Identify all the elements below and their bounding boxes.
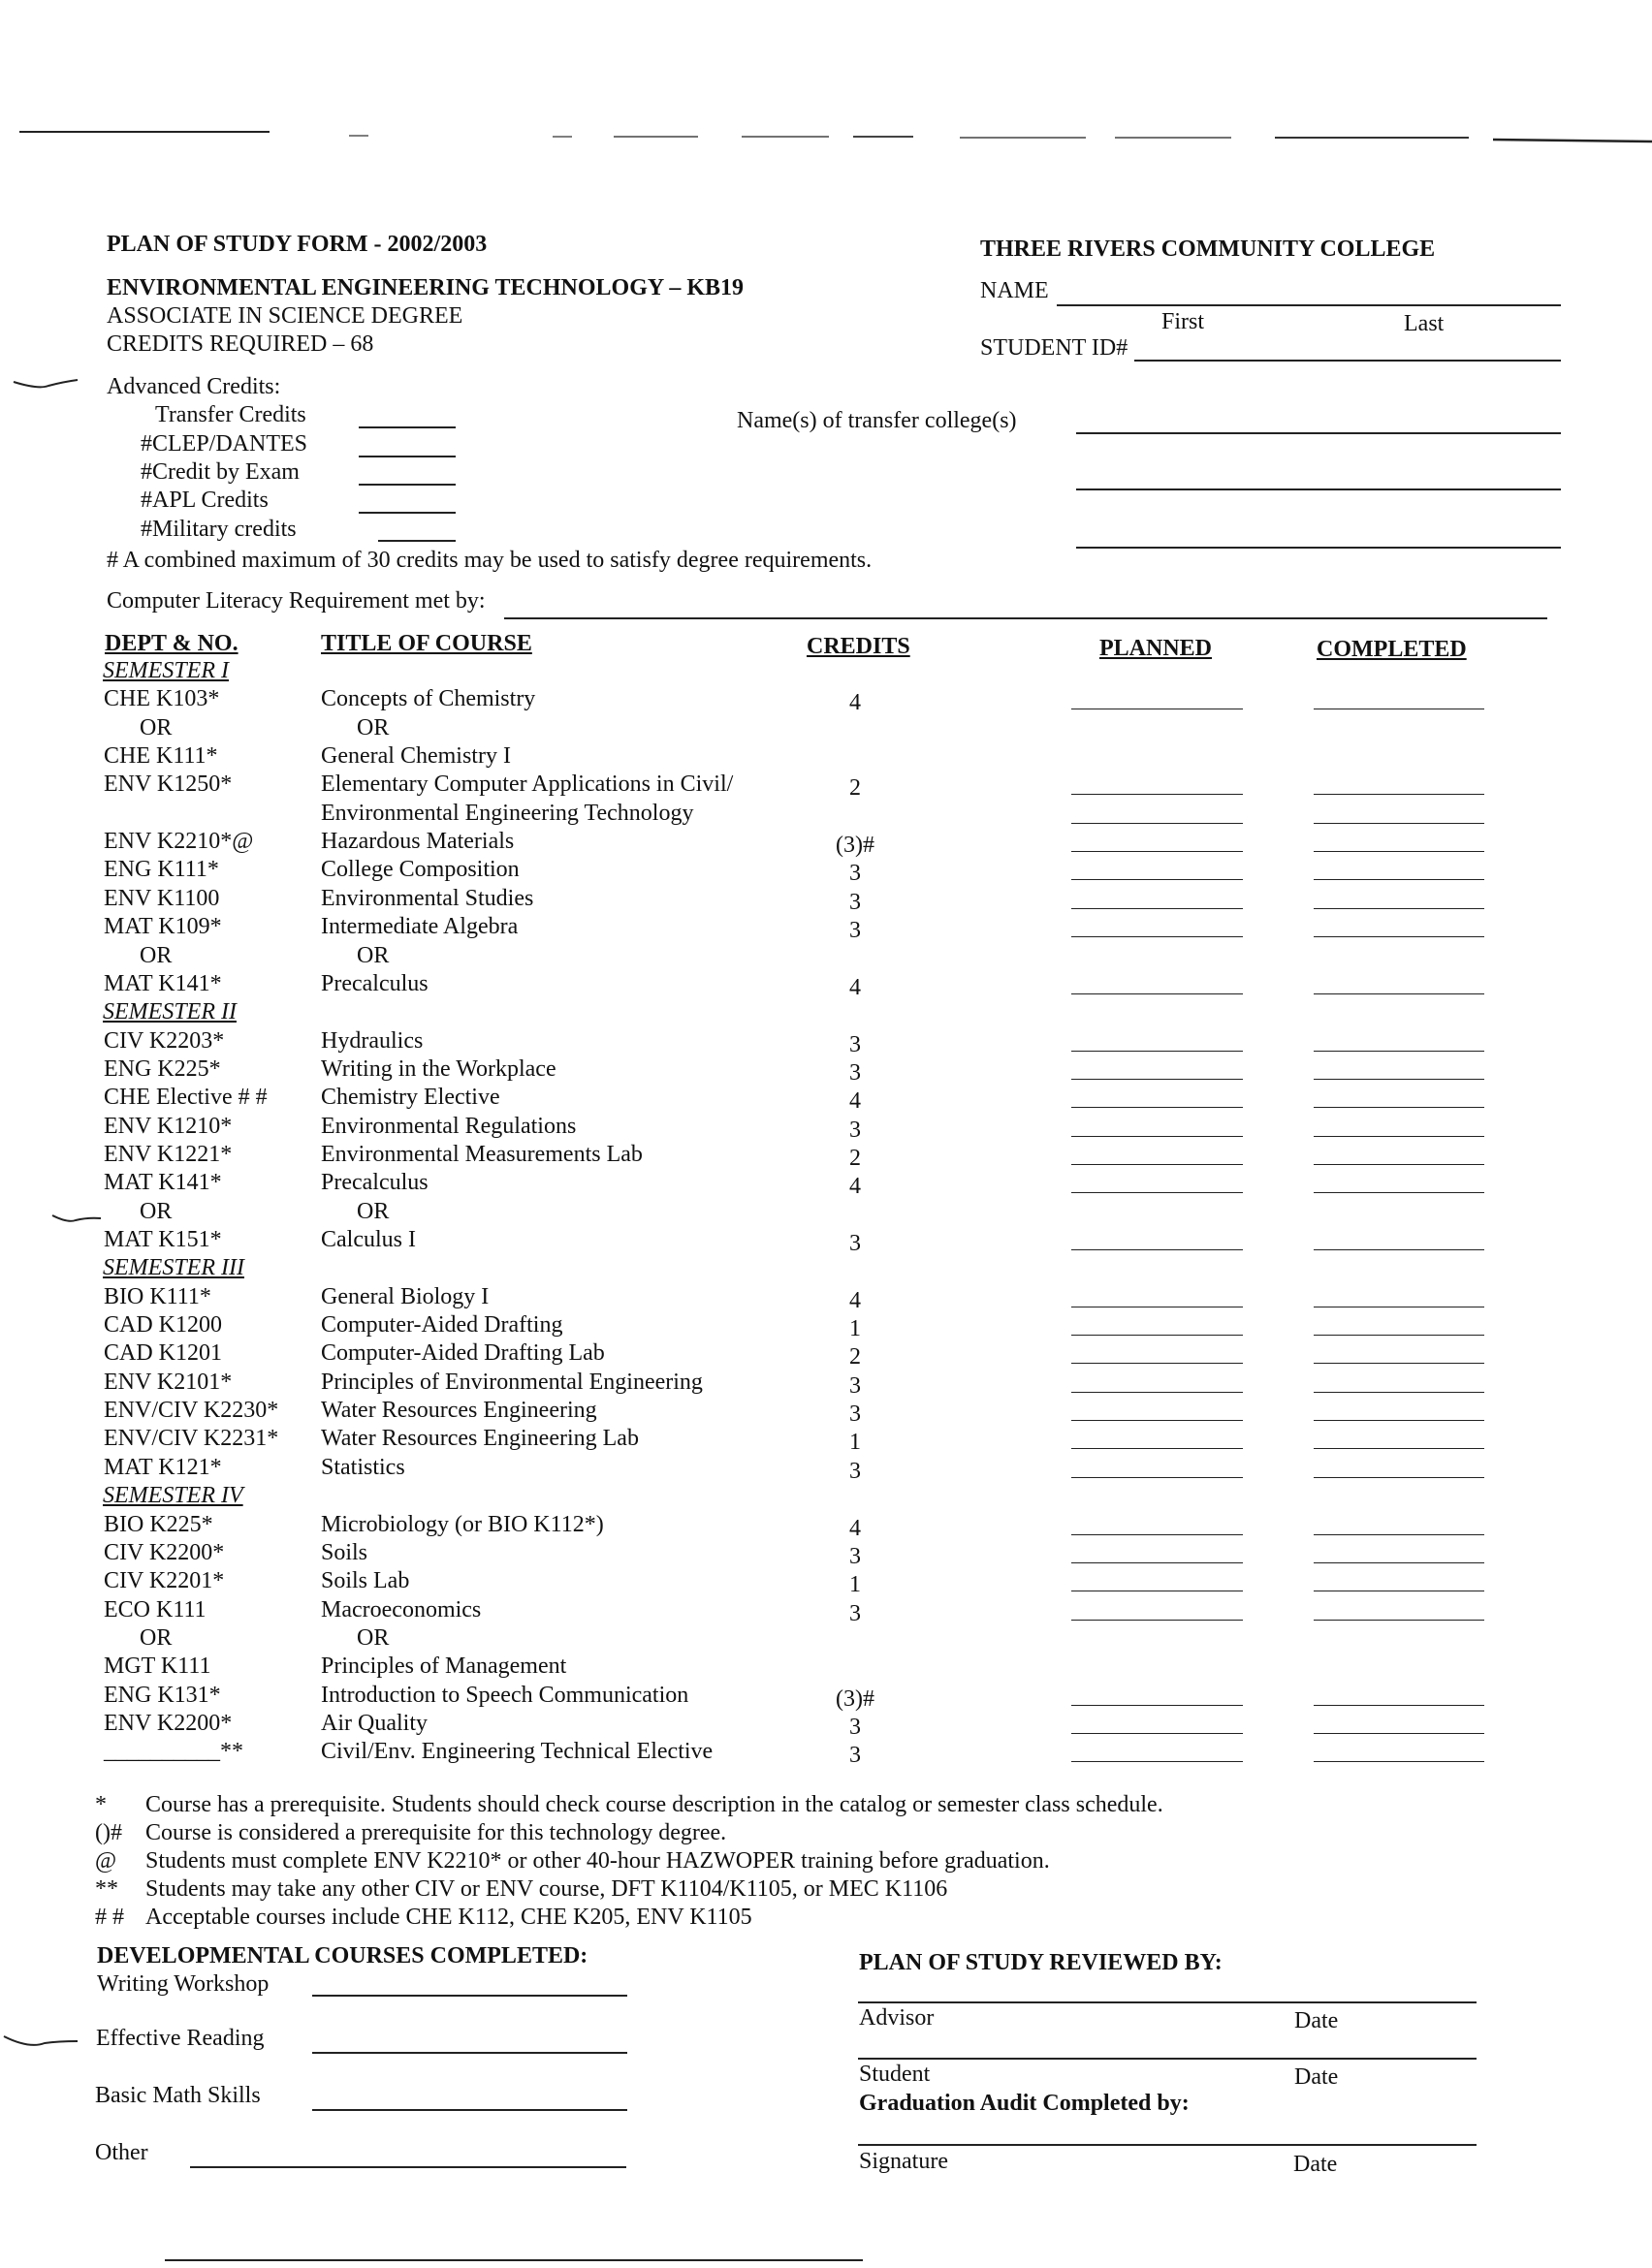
course-title: Elementary Computer Applications in Civil/ [321, 772, 734, 797]
computer-literacy-label: Computer Literacy Requirement met by: [107, 588, 486, 614]
course-title: Environmental Studies [321, 886, 534, 911]
completed-field[interactable] [1314, 1761, 1484, 1762]
other-field[interactable] [190, 2166, 626, 2168]
course-credits: 1 [849, 1430, 861, 1455]
planned-field[interactable] [1071, 1562, 1243, 1563]
planned-field[interactable] [1071, 1107, 1243, 1108]
semester-heading: SEMESTER III [103, 1255, 244, 1280]
course-title: Precalculus [321, 971, 429, 996]
dev-item-math: Basic Math Skills [95, 2083, 261, 2108]
course-credits: 3 [849, 1743, 861, 1768]
course-title: Hazardous Materials [321, 829, 515, 854]
basic-math-field[interactable] [312, 2109, 627, 2111]
course-title: Precalculus [321, 1170, 429, 1195]
completed-field[interactable] [1314, 1335, 1484, 1336]
completed-field[interactable] [1314, 1562, 1484, 1563]
completed-field[interactable] [1314, 879, 1484, 880]
or-label: OR [140, 715, 173, 740]
course-code: MAT K109* [104, 914, 222, 939]
planned-field[interactable] [1071, 1164, 1243, 1165]
military-field[interactable] [378, 540, 456, 542]
course-title: Principles of Environmental Engineering [321, 1370, 703, 1395]
program-title: ENVIRONMENTAL ENGINEERING TECHNOLOGY – KB19 [107, 275, 744, 300]
college-name: THREE RIVERS COMMUNITY COLLEGE [980, 236, 1436, 262]
course-title: College Composition [321, 857, 520, 882]
course-title: Soils Lab [321, 1568, 410, 1593]
completed-field[interactable] [1314, 1051, 1484, 1052]
transfer-college-label: Name(s) of transfer college(s) [737, 408, 1017, 433]
course-code: MAT K121* [104, 1455, 222, 1480]
signature-label: Signature [859, 2149, 948, 2174]
course-credits: 3 [849, 1459, 861, 1484]
computer-literacy-field[interactable] [504, 617, 1547, 619]
course-code: ENV K1250* [104, 772, 233, 797]
degree-label: ASSOCIATE IN SCIENCE DEGREE [107, 303, 463, 329]
advanced-item-apl: #APL Credits [141, 488, 269, 513]
transfer-credits-field[interactable] [359, 426, 456, 428]
advisor-date-label: Date [1294, 2008, 1339, 2033]
header-credits: CREDITS [807, 634, 910, 659]
course-title: Chemistry Elective [321, 1085, 500, 1110]
course-title: Environmental Measurements Lab [321, 1142, 643, 1167]
footnote-symbol: @ [95, 1848, 117, 1874]
effective-reading-field[interactable] [312, 2052, 627, 2054]
course-credits: 4 [849, 690, 861, 715]
completed-field[interactable] [1314, 1107, 1484, 1108]
course-credits: 3 [849, 1060, 861, 1086]
course-code: ENV K1100 [104, 886, 220, 911]
completed-field[interactable] [1314, 1448, 1484, 1449]
course-credits: 3 [849, 861, 861, 886]
planned-field[interactable] [1071, 1079, 1243, 1080]
completed-field[interactable] [1314, 1733, 1484, 1734]
audit-title: Graduation Audit Completed by: [859, 2091, 1190, 2116]
developmental-title: DEVELOPMENTAL COURSES COMPLETED: [97, 1943, 588, 1969]
course-code: ECO K111 [104, 1597, 206, 1622]
course-title: Microbiology (or BIO K112*) [321, 1512, 604, 1537]
transfer-college-field-2[interactable] [1076, 488, 1561, 490]
course-credits: (3)# [836, 833, 874, 858]
completed-field[interactable] [1314, 1249, 1484, 1250]
planned-field[interactable] [1071, 1761, 1243, 1762]
course-title: Intermediate Algebra [321, 914, 519, 939]
course-code: CHE Elective # # [104, 1085, 268, 1110]
course-code: BIO K225* [104, 1512, 213, 1537]
or-label: OR [357, 715, 390, 740]
course-credits: 4 [849, 975, 861, 1000]
course-code: ENV K2101* [104, 1370, 233, 1395]
header-dept: DEPT & NO. [105, 631, 238, 656]
course-title: Writing in the Workplace [321, 1056, 556, 1082]
course-code: __________** [104, 1739, 243, 1764]
course-code: ENV K1210* [104, 1114, 233, 1139]
planned-field[interactable] [1071, 1477, 1243, 1478]
course-credits: 1 [849, 1316, 861, 1341]
clep-field[interactable] [359, 456, 456, 457]
planned-field[interactable] [1071, 1620, 1243, 1621]
completed-field[interactable] [1314, 1392, 1484, 1393]
or-label: OR [357, 1199, 390, 1224]
completed-field[interactable] [1314, 1363, 1484, 1364]
semester-heading: SEMESTER II [103, 999, 237, 1024]
dev-item-writing: Writing Workshop [97, 1971, 270, 1997]
student-date-label: Date [1294, 2064, 1339, 2090]
course-code: CHE K103* [104, 686, 220, 711]
advisor-label: Advisor [859, 2005, 935, 2031]
planned-field[interactable] [1071, 1192, 1243, 1193]
footnote-text: Acceptable courses include CHE K112, CHE K205, ENV K1105 [145, 1905, 752, 1930]
course-code: MGT K111 [104, 1654, 211, 1679]
planned-field[interactable] [1071, 1534, 1243, 1535]
advisor-signature-field[interactable] [858, 2001, 1477, 2003]
course-code: ENV/CIV K2231* [104, 1426, 279, 1451]
completed-field[interactable] [1314, 1420, 1484, 1421]
course-credits: 3 [849, 1231, 861, 1256]
course-code: CHE K111* [104, 743, 218, 769]
course-code: CIV K2201* [104, 1568, 225, 1593]
footnote-text: Students may take any other CIV or ENV course, DFT K1104/K1105, or MEC K1106 [145, 1876, 948, 1902]
course-title: Principles of Management [321, 1654, 567, 1679]
audit-date-label: Date [1293, 2152, 1338, 2177]
course-title: Computer-Aided Drafting Lab [321, 1340, 605, 1366]
course-title: General Chemistry I [321, 743, 511, 769]
course-title: Hydraulics [321, 1028, 424, 1054]
planned-field[interactable] [1071, 1136, 1243, 1137]
planned-field[interactable] [1071, 794, 1243, 795]
audit-signature-field[interactable] [858, 2144, 1477, 2146]
planned-field[interactable] [1071, 851, 1243, 852]
or-label: OR [140, 943, 173, 968]
course-credits: 1 [849, 1572, 861, 1597]
course-credits: 3 [849, 1032, 861, 1057]
course-title: Air Quality [321, 1711, 428, 1736]
footnote-symbol: * [95, 1792, 107, 1817]
name-field[interactable] [1057, 304, 1561, 306]
completed-field[interactable] [1314, 1164, 1484, 1165]
course-title: Calculus I [321, 1227, 416, 1252]
course-title: General Biology I [321, 1284, 490, 1309]
course-title: Computer-Aided Drafting [321, 1312, 563, 1338]
dev-item-other: Other [95, 2140, 148, 2165]
margin-mark [48, 1212, 107, 1227]
course-credits: 3 [849, 1715, 861, 1740]
completed-field[interactable] [1314, 1079, 1484, 1080]
course-credits: 4 [849, 1288, 861, 1313]
footnote-text: Students must complete ENV K2210* or other 40-hour HAZWOPER training before graduation. [145, 1848, 1050, 1874]
planned-field[interactable] [1071, 1051, 1243, 1052]
footnote-symbol: # # [95, 1905, 124, 1930]
completed-field[interactable] [1314, 1705, 1484, 1706]
course-credits: (3)# [836, 1686, 874, 1712]
completed-field[interactable] [1314, 908, 1484, 909]
first-name-label: First [1161, 309, 1205, 334]
planned-field[interactable] [1071, 1392, 1243, 1393]
course-code: ENV K2200* [104, 1711, 233, 1736]
or-label: OR [140, 1199, 173, 1224]
last-name-label: Last [1404, 311, 1445, 336]
credits-required: CREDITS REQUIRED – 68 [107, 331, 374, 357]
course-title: Environmental Engineering Technology [321, 801, 694, 826]
course-title: Environmental Regulations [321, 1114, 577, 1139]
top-scan-rule [0, 0, 1652, 155]
advanced-item-transfer: Transfer Credits [155, 402, 306, 427]
transfer-college-field-3[interactable] [1076, 547, 1561, 549]
writing-workshop-field[interactable] [312, 1995, 627, 1997]
completed-field[interactable] [1314, 1534, 1484, 1535]
course-credits: 4 [849, 1088, 861, 1114]
course-title: Macroeconomics [321, 1597, 482, 1622]
course-credits: 3 [849, 1601, 861, 1626]
credit-by-exam-field[interactable] [359, 484, 456, 486]
course-credits: 3 [849, 1544, 861, 1569]
course-title: Water Resources Engineering Lab [321, 1426, 639, 1451]
course-credits: 4 [849, 1516, 861, 1541]
completed-field[interactable] [1314, 1136, 1484, 1137]
course-title: Introduction to Speech Communication [321, 1683, 689, 1708]
completed-field[interactable] [1314, 993, 1484, 994]
planned-field[interactable] [1071, 879, 1243, 880]
header-completed: COMPLETED [1317, 637, 1467, 662]
planned-field[interactable] [1071, 1420, 1243, 1421]
or-label: OR [357, 943, 390, 968]
course-credits: 3 [849, 890, 861, 915]
planned-field[interactable] [1071, 993, 1243, 994]
completed-field[interactable] [1314, 1620, 1484, 1621]
advanced-item-clep: #CLEP/DANTES [141, 431, 308, 457]
planned-field[interactable] [1071, 823, 1243, 824]
planned-field[interactable] [1071, 908, 1243, 909]
advanced-item-exam: #Credit by Exam [141, 459, 300, 485]
footnote-text: Course is considered a prerequisite for this technology degree. [145, 1820, 727, 1845]
form-title: PLAN OF STUDY FORM - 2002/2003 [107, 232, 488, 257]
or-label: OR [357, 1625, 390, 1651]
course-title: Soils [321, 1540, 368, 1565]
course-credits: 3 [849, 1402, 861, 1427]
course-credits: 3 [849, 1373, 861, 1399]
course-title: Concepts of Chemistry [321, 686, 536, 711]
completed-field[interactable] [1314, 823, 1484, 824]
semester-heading: SEMESTER I [103, 658, 229, 683]
advanced-item-military: #Military credits [141, 517, 297, 542]
review-title: PLAN OF STUDY REVIEWED BY: [859, 1950, 1223, 1975]
completed-field[interactable] [1314, 794, 1484, 795]
completed-field[interactable] [1314, 1192, 1484, 1193]
course-credits: 3 [849, 1118, 861, 1143]
course-code: ENG K111* [104, 857, 219, 882]
footnote-symbol: ()# [95, 1820, 122, 1845]
dev-item-reading: Effective Reading [96, 2026, 265, 2051]
advanced-credits-title: Advanced Credits: [107, 374, 281, 399]
completed-field[interactable] [1314, 1477, 1484, 1478]
course-code: MAT K151* [104, 1227, 222, 1252]
planned-field[interactable] [1071, 1733, 1243, 1734]
header-planned: PLANNED [1099, 636, 1213, 661]
course-credits: 3 [849, 918, 861, 943]
student-id-label: STUDENT ID# [980, 335, 1128, 361]
planned-field[interactable] [1071, 936, 1243, 937]
margin-mark [10, 376, 107, 395]
course-code: MAT K141* [104, 1170, 222, 1195]
course-code: CIV K2203* [104, 1028, 225, 1054]
course-code: CAD K1201 [104, 1340, 223, 1366]
planned-field[interactable] [1071, 1335, 1243, 1336]
course-code: ENG K131* [104, 1683, 221, 1708]
margin-mark [0, 2032, 87, 2051]
course-title: Civil/Env. Engineering Technical Elective [321, 1739, 714, 1764]
planned-field[interactable] [1071, 1363, 1243, 1364]
bottom-scan-rule [165, 2259, 863, 2261]
course-title: Water Resources Engineering [321, 1398, 597, 1423]
footnote-symbol: ** [95, 1876, 118, 1902]
transfer-college-field-1[interactable] [1076, 432, 1561, 434]
completed-field[interactable] [1314, 851, 1484, 852]
planned-field[interactable] [1071, 1249, 1243, 1250]
course-code: ENG K225* [104, 1056, 221, 1082]
course-code: CIV K2200* [104, 1540, 225, 1565]
course-credits: 2 [849, 1146, 861, 1171]
course-credits: 2 [849, 775, 861, 801]
course-code: ENV K2210*@ [104, 829, 254, 854]
apl-field[interactable] [359, 512, 456, 514]
course-code: CAD K1200 [104, 1312, 223, 1338]
student-label: Student [859, 2062, 931, 2087]
combined-max-note: # A combined maximum of 30 credits may be used to satisfy degree requirements. [107, 548, 873, 573]
header-title: TITLE OF COURSE [321, 631, 532, 656]
student-signature-field[interactable] [858, 2058, 1477, 2060]
student-id-field[interactable] [1134, 360, 1561, 362]
or-label: OR [140, 1625, 173, 1651]
footnote-text: Course has a prerequisite. Students should check course description in the catalog or semester class schedule. [145, 1792, 1163, 1817]
planned-field[interactable] [1071, 1705, 1243, 1706]
course-title: Statistics [321, 1455, 405, 1480]
course-code: ENV/CIV K2230* [104, 1398, 279, 1423]
course-code: ENV K1221* [104, 1142, 233, 1167]
course-code: MAT K141* [104, 971, 222, 996]
planned-field[interactable] [1071, 1448, 1243, 1449]
course-credits: 2 [849, 1344, 861, 1370]
course-credits: 4 [849, 1174, 861, 1199]
semester-heading: SEMESTER IV [103, 1483, 243, 1508]
completed-field[interactable] [1314, 936, 1484, 937]
course-code: BIO K111* [104, 1284, 211, 1309]
name-label: NAME [980, 278, 1049, 303]
